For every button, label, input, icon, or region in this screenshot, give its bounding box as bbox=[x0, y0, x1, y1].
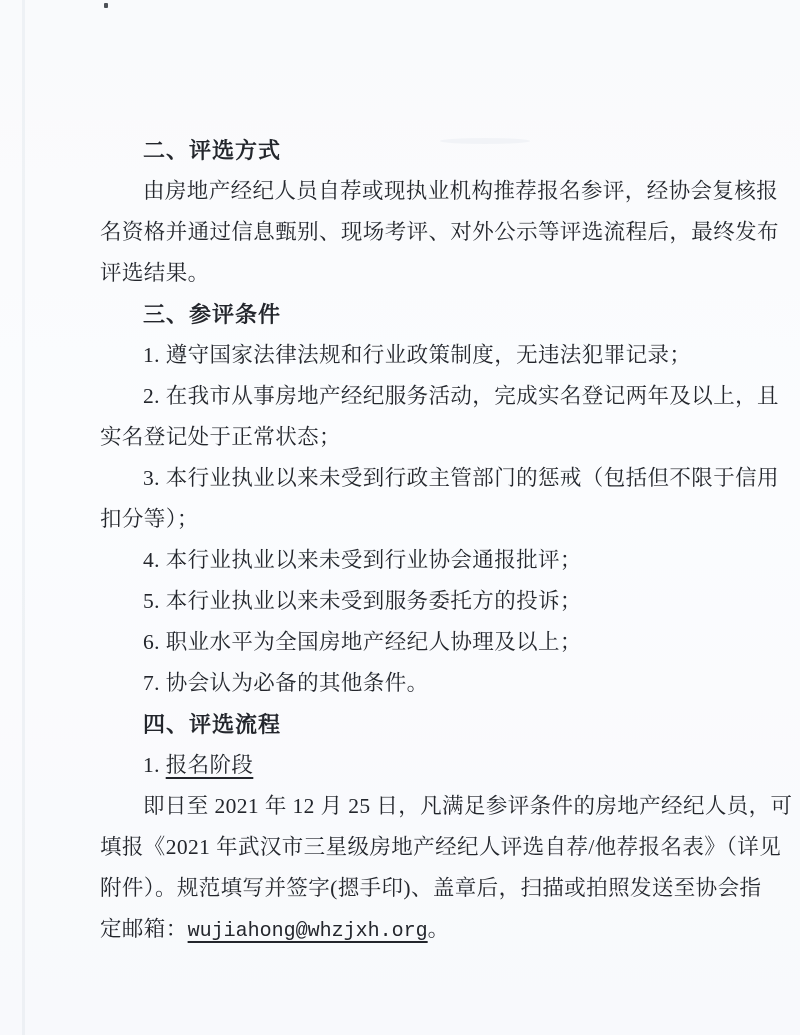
document-line bbox=[100, 212, 779, 253]
document-line bbox=[100, 499, 760, 540]
text-run: 附件）。规范填写并签字(摁手印)、盖章后，扫描或拍照发送至协会指 bbox=[100, 876, 762, 900]
text-run: 2. 在我市从事房地产经纪服务活动，完成实名登记两年及以上，且 bbox=[143, 384, 779, 408]
scan-edge-shadow bbox=[22, 0, 25, 1035]
text-run: 名资格并通过信息甄别、现场考评、对外公示等评选流程后，最终发布 bbox=[100, 220, 779, 244]
section-heading bbox=[100, 130, 760, 171]
text-run: 5. 本行业执业以来未受到服务委托方的投诉； bbox=[143, 589, 582, 613]
document-line bbox=[100, 622, 760, 663]
text-run: 由房地产经纪人员自荐或现执业机构推荐报名参评，经协会复核报 bbox=[143, 179, 779, 203]
text-run: 定邮箱： bbox=[100, 917, 188, 941]
document-line bbox=[100, 786, 793, 827]
text-run: 4. 本行业执业以来未受到行业协会通报批评； bbox=[143, 548, 582, 572]
text-run: 6. 职业水平为全国房地产经纪人协理及以上； bbox=[143, 630, 582, 654]
text-run: 。 bbox=[427, 917, 450, 941]
document-line bbox=[100, 417, 760, 458]
text-run: 三、参评条件 bbox=[143, 302, 282, 327]
text-run: 四、评选流程 bbox=[143, 712, 282, 737]
document-line bbox=[100, 171, 779, 212]
document-line bbox=[100, 458, 779, 499]
document-line bbox=[100, 868, 760, 909]
text-run: 7. 协会认为必备的其他条件。 bbox=[143, 671, 429, 695]
text-run: 填报《2021 年武汉市三星级房地产经纪人评选自荐/他荐报名表》（详见 bbox=[100, 835, 782, 859]
text-run: 扣分等）； bbox=[100, 507, 199, 531]
text-run: 实名登记处于正常状态； bbox=[100, 425, 341, 449]
stage-title-underlined: 报名阶段 bbox=[165, 753, 254, 777]
section-heading bbox=[100, 704, 760, 745]
text-run: 1. bbox=[143, 753, 166, 777]
text-run: 评选结果。 bbox=[100, 261, 210, 285]
text-run: 即日至 2021 年 12 月 25 日，凡满足参评条件的房地产经纪人员，可 bbox=[143, 794, 793, 818]
email-address: wujiahong@whzjxh.org bbox=[187, 920, 428, 943]
document-line bbox=[100, 827, 782, 868]
document-line bbox=[100, 909, 760, 950]
document-line bbox=[100, 540, 760, 581]
document-line bbox=[100, 745, 760, 786]
section-heading bbox=[100, 294, 760, 335]
document-line bbox=[100, 253, 760, 294]
document-line bbox=[100, 663, 760, 704]
text-column bbox=[100, 130, 793, 950]
document-line bbox=[100, 335, 760, 376]
text-run: 1. 遵守国家法律法规和行业政策制度，无违法犯罪记录； bbox=[143, 343, 692, 367]
text-run: 二、评选方式 bbox=[143, 138, 282, 163]
text-run: 3. 本行业执业以来未受到行政主管部门的惩戒（包括但不限于信用 bbox=[143, 466, 779, 490]
document-line bbox=[100, 581, 760, 622]
scan-speck bbox=[104, 3, 108, 8]
document-line bbox=[100, 376, 779, 417]
